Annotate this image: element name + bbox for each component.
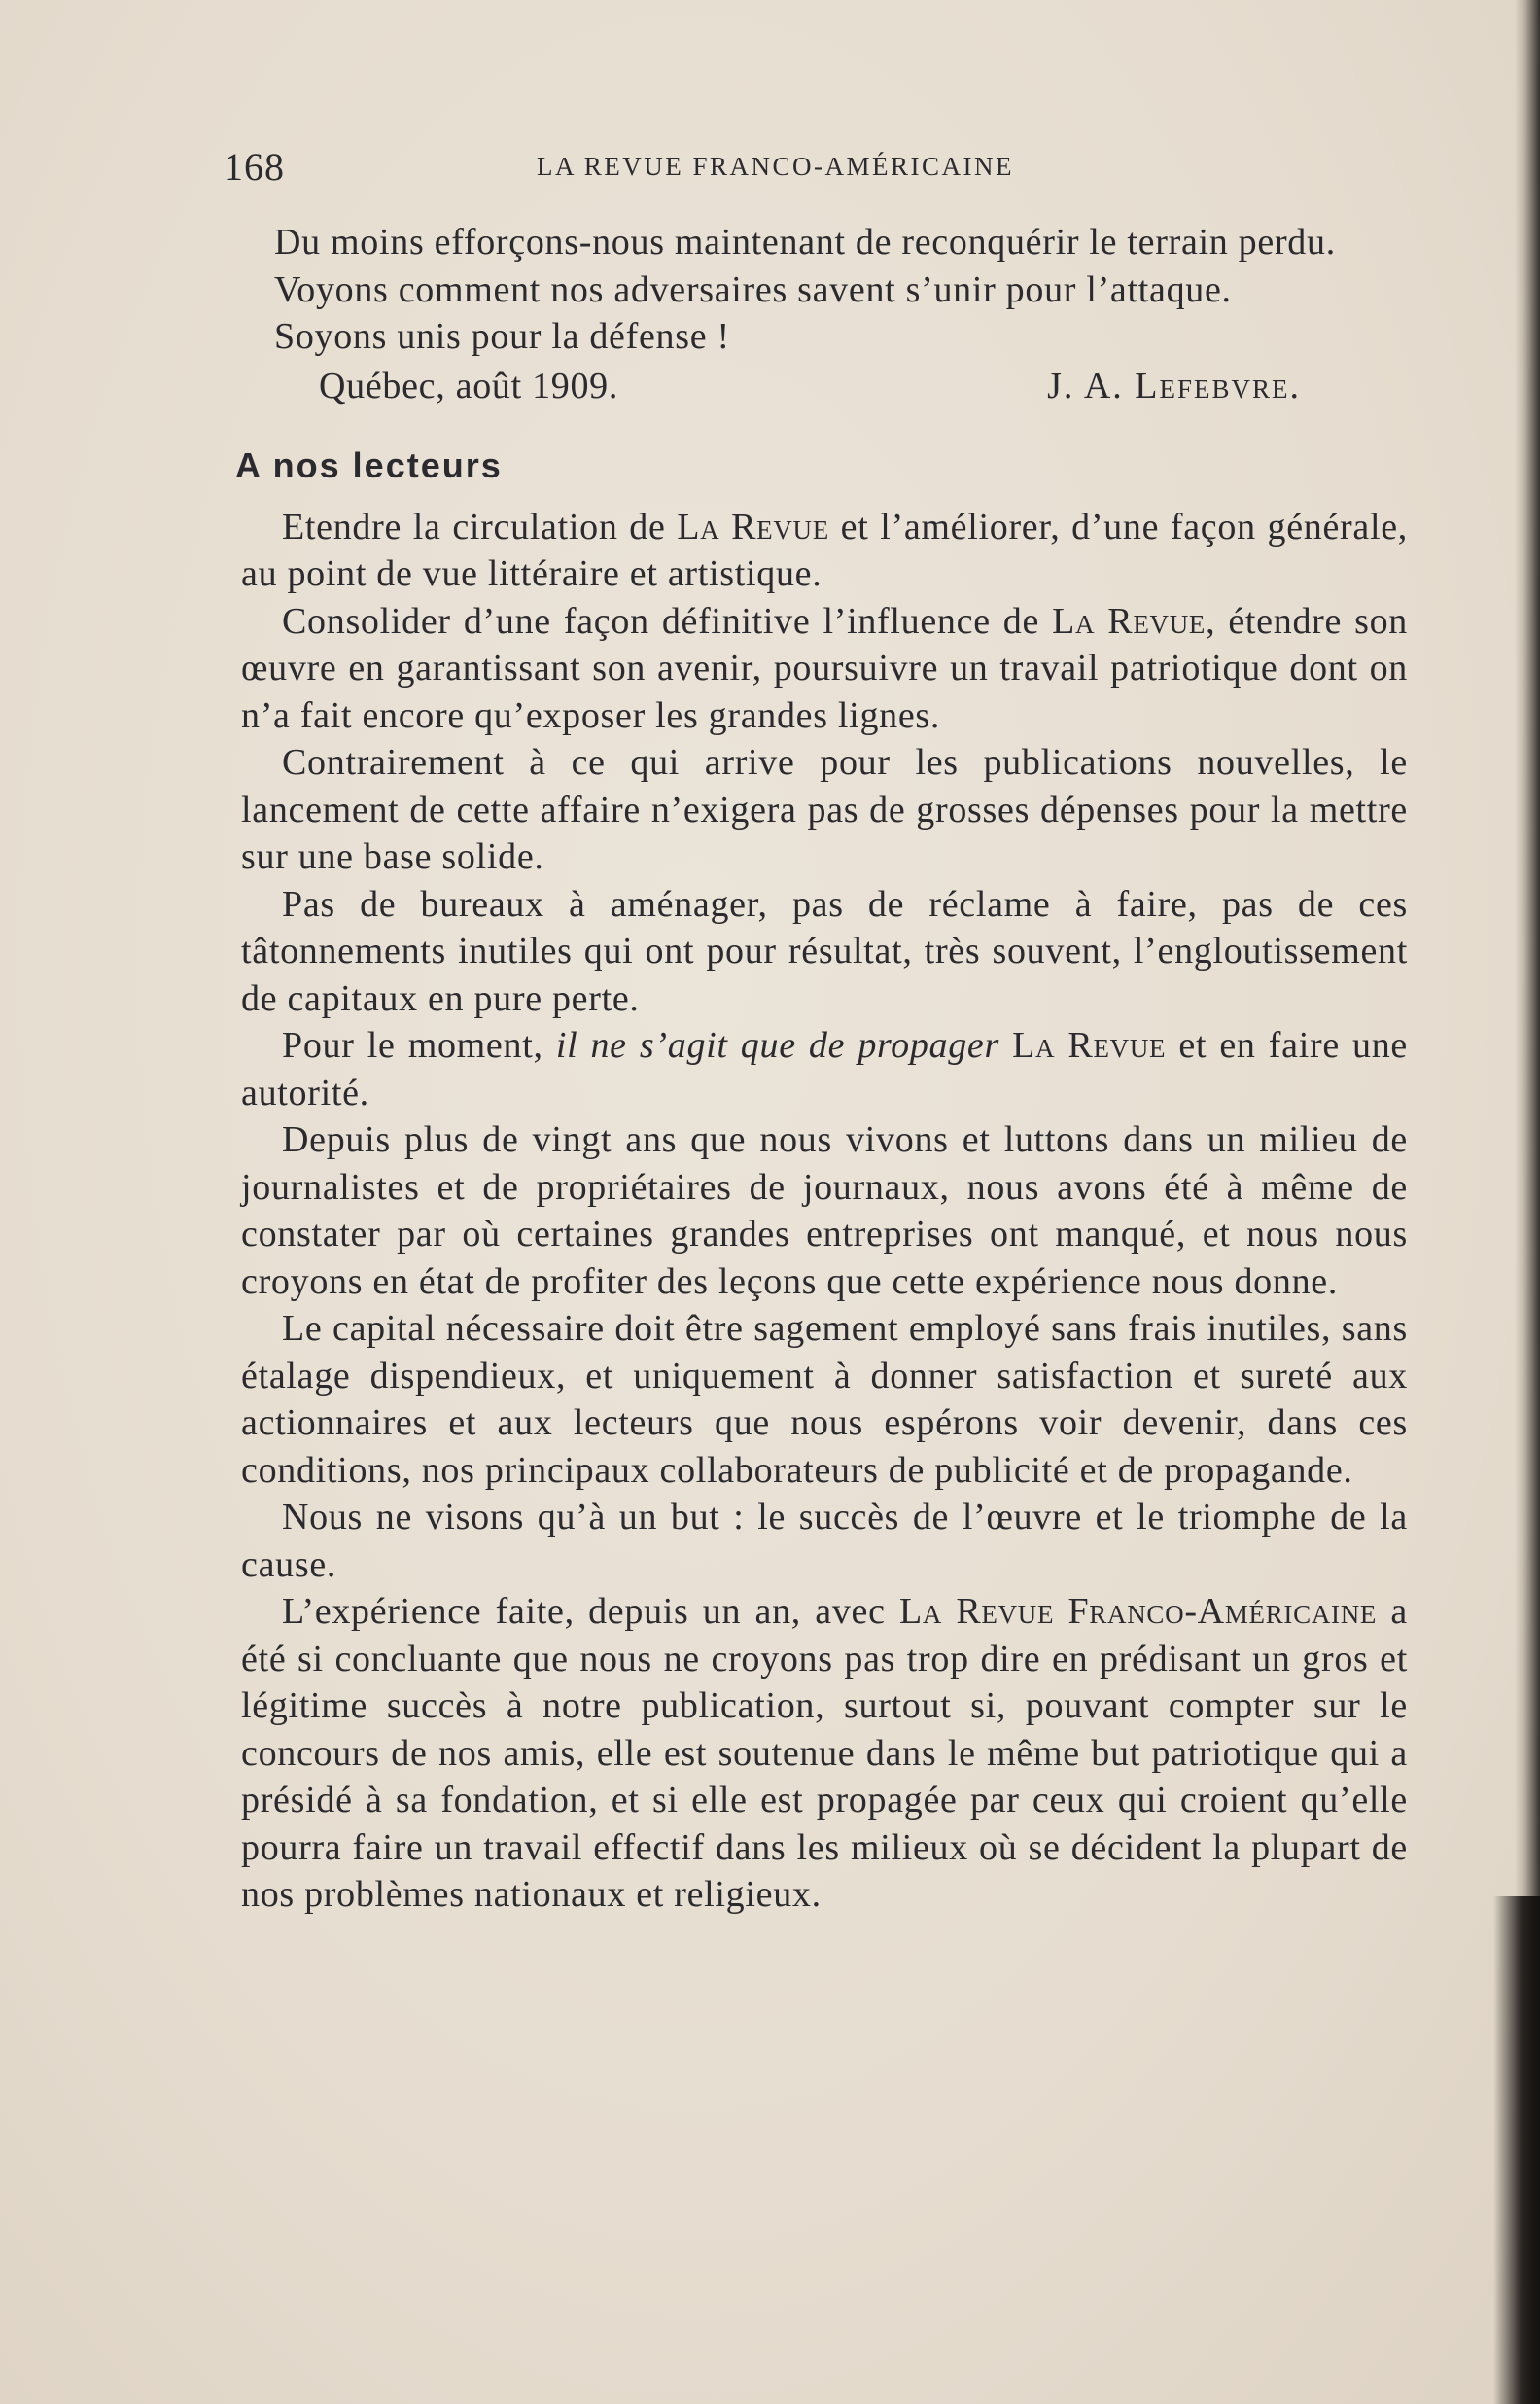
text-run: Etendre la circulation de	[282, 506, 678, 548]
section-heading: A nos lecteurs	[235, 445, 503, 485]
paragraph: Contrairement à ce qui arrive pour les publications nouvelles, le lancement de cette affaire n’exigera pas de grosses dépenses pour la mettre sur une base solide.	[241, 742, 1408, 877]
closing-section	[241, 219, 1408, 409]
book-gutter-shadow	[1493, 1896, 1540, 2404]
text-run: et l’améliorer, d’une façon générale, au point de vue littéraire et artistique.	[241, 506, 1408, 594]
text-run: L’expérience faite, depuis un an, avec	[282, 1591, 899, 1632]
text-run: a été si concluante que nous ne croyons pas trop dire en prédisant un gros et légitime succès à notre publication, surtout si, pouvant compter sur le concours de nos amis, elle est soutenue dans le même but patriotique qui a présidé à sa fondation, et si elle est propagée par ceux qui croient qu’elle pourra faire un travail effectif dans les milieux où se décident la plupart de nos problèmes nationaux et religieux.	[241, 1591, 1408, 1915]
page-body	[235, 219, 1408, 1919]
page-header	[224, 144, 1361, 193]
page-number: 168	[224, 145, 285, 189]
dateline-row	[319, 363, 1408, 410]
emphasis-text: il ne s’agit que de propager	[555, 1025, 999, 1066]
journal-name: La Revue	[677, 506, 829, 548]
journal-name: La Revue Franco-Américaine	[898, 1591, 1378, 1632]
paragraph: Pas de bureaux à aménager, pas de réclame à faire, pas de ces tâtonnements inutiles qui ont pour résultat, très souvent, l’engloutissement de capitaux en pure perte.	[241, 883, 1408, 1019]
journal-name: La Revue	[1012, 1025, 1167, 1066]
paragraph: Nous ne visons qu’à un but : le succès de l’œuvre et le triomphe de la cause.	[241, 1497, 1408, 1585]
article-body	[241, 504, 1408, 1919]
paragraph: Le capital nécessaire doit être sagement employé sans frais inutiles, sans étalage dispendieux, et uniquement à donner satisfaction et sureté aux actionnaires et aux lecteurs que nous espérons voir devenir, dans ces conditions, nos principaux collaborateurs de publicité et de propagande.	[241, 1308, 1408, 1491]
text-run	[999, 1025, 1012, 1066]
paragraph	[241, 1022, 1408, 1116]
text-run: , étendre son œuvre en garantissant son avenir, poursuivre un travail patriotique dont on n’a fait encore qu’exposer les grandes lignes.	[241, 600, 1408, 736]
closing-line: Soyons unis pour la défense !	[274, 316, 730, 357]
author-signature: J. A. Lefebvre.	[1047, 365, 1301, 407]
paragraph: Depuis plus de vingt ans que nous vivons et luttons dans un milieu de journalistes et de propriétaires de journaux, nous avons été à même de constater par où certaines grandes entreprises ont manqué, et nous nous croyons en état de profiter des leçons que cette expérience nous donne.	[241, 1119, 1408, 1302]
journal-name: La Revue	[1052, 600, 1207, 642]
dateline: Québec, août 1909.	[319, 365, 619, 407]
closing-line: Voyons comment nos adversaires savent s’unir pour l’attaque.	[274, 268, 1232, 310]
text-run: et en faire une autorité.	[241, 1025, 1408, 1114]
paragraph	[241, 504, 1408, 598]
paragraph	[241, 1588, 1408, 1919]
text-run: Consolider d’une façon définitive l’influence de	[282, 600, 1053, 642]
closing-line: Du moins efforçons-nous maintenant de reconquérir le terrain perdu.	[274, 222, 1336, 263]
text-run: Pour le moment,	[282, 1025, 556, 1066]
running-title: LA REVUE FRANCO-AMÉRICAINE	[537, 152, 1015, 181]
paragraph	[241, 598, 1408, 740]
